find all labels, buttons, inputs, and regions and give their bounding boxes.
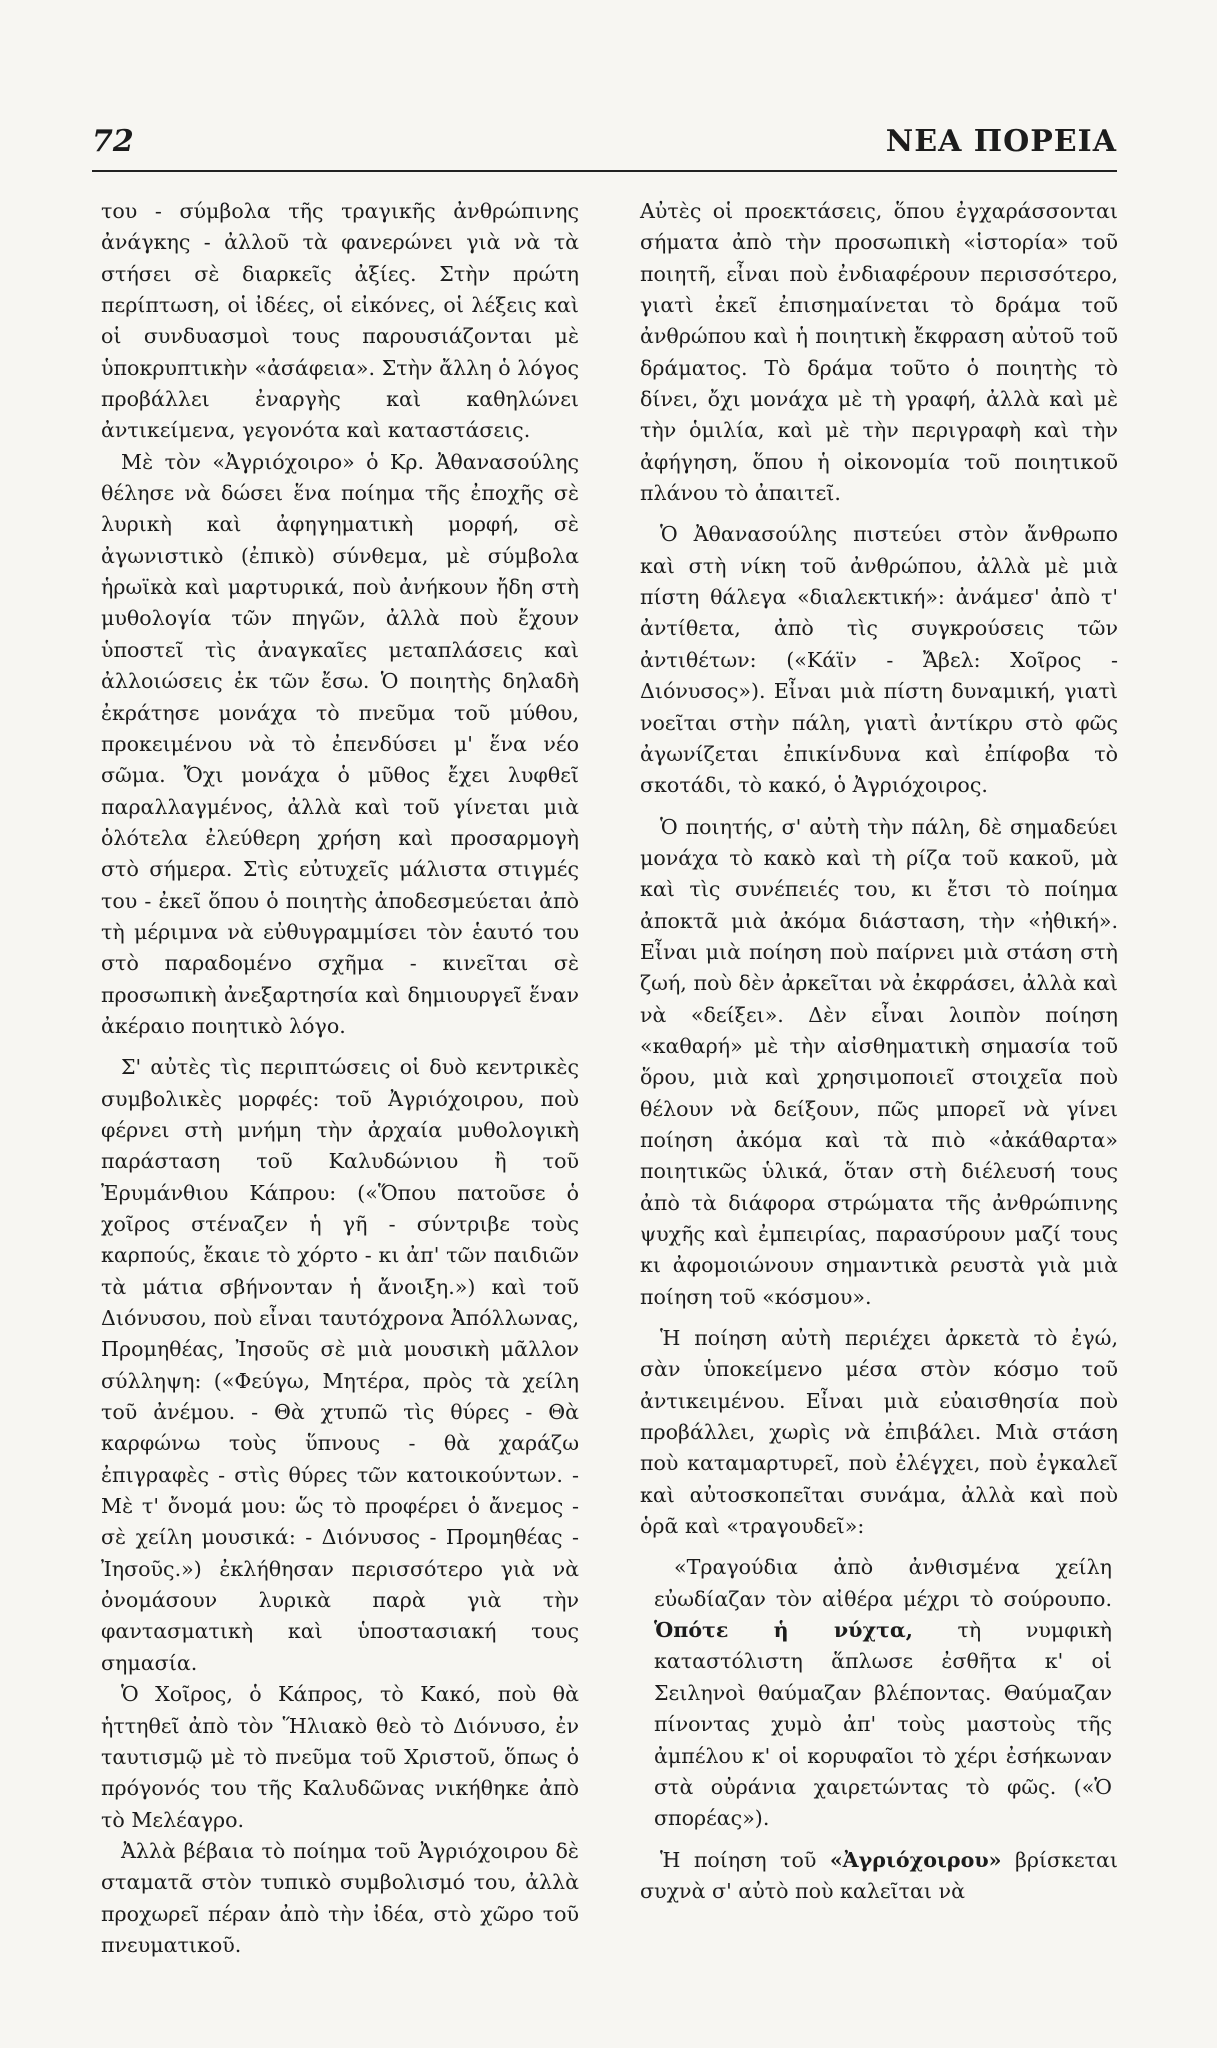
quote-text: «Τραγούδια ἀπὸ ἀνθισμένα χείλη εὐωδίαζαν τὸν αἰθέρα μέχρι τὸ σούρουπο. [654, 1555, 1112, 1611]
paragraph: Αὐτὲς οἱ προεκτάσεις, ὅπου ἐγχαράσσονται σήματα ἀπὸ τὴν προσωπικὴ «ἱστορία» τοῦ ποιητῆ, εἶναι ποὺ ἐνδιαφέρουν περισσότερο, γιατὶ ἐκεῖ ἐπισημαίνεται τὸ δράμα τοῦ ἀνθρώπου καὶ ἡ ποιητικὴ ἔκφραση αὐτοῦ τοῦ δράματος. Τὸ δράμα τοῦτο ὁ ποιητὴς τὸ δίνει, ὄχι μονάχα μὲ τὴ γραφή, ἀλλὰ καὶ μὲ τὴν ὁμιλία, καὶ μὲ τὴν περιγραφὴ καὶ τὴν ἀφήγηση, ὅπου ἡ οἰκονομία τοῦ ποιητικοῦ πλάνου τὸ ἀπαιτεῖ. [640, 199, 1118, 506]
poem-title-bold: «Ἀγριόχοιρου» [829, 1847, 1002, 1872]
right-column [640, 196, 1118, 1907]
paragraph: Σ' αὐτὲς τὶς περιπτώσεις οἱ δυὸ κεντρικὲς συμβολικὲς μορφές: τοῦ Ἀγριόχοιρου, ποὺ φέρνει στὴ μνήμη τὴν ἀρχαία μυθολογικὴ παράσταση τοῦ Καλυδώνιου ἢ τοῦ Ἐρυμάνθιου Κάπρου: («Ὅπου πατοῦσε ὁ χοῖρος στέναζεν ἡ γῆ - σύντριβε τοὺς καρπούς, ἔκαιε τὸ χόρτο - κι ἀπ' τῶν παιδιῶν τὰ μάτια σβήνονταν ἡ ἄνοιξη.») καὶ τοῦ Διόνυσου, ποὺ εἶναι ταυτόχρονα Ἀπόλλωνας, Προμηθέας, Ἰησοῦς σὲ μιὰ μουσικὴ μᾶλλον σύλληψη: («Φεύγω, Μητέρα, πρὸς τὰ χείλη τοῦ ἀνέμου. - Θὰ χτυπῶ τὶς θύρες - Θὰ καρφώνω τοὺς ὕπνους - θὰ χαράζω ἐπιγραφὲς - στὶς θύρες τῶν κατοικούντων. - Μὲ τ' ὄνομά μου: ὥς τὸ προφέρει ὁ ἄνεμος - σὲ χείλη μουσικά: - Διόνυσος - Προμηθέας - Ἰησοῦς.») ἐκλήθησαν περισσότερο γιὰ νὰ ὀνομάσουν λυρικὰ παρὰ γιὰ τὴν φαντασματικὴ καὶ ὑποστασιακή τους σημασία. [101, 1055, 579, 1675]
paragraph [640, 1845, 1118, 1908]
paragraph-text: Ἡ ποίηση τοῦ [660, 1847, 830, 1872]
page-number: 72 [92, 124, 134, 159]
paragraph: Ὁ Ἀθανασούλης πιστεύει στὸν ἄνθρωπο καὶ στὴ νίκη τοῦ ἀνθρώπου, ἀλλὰ μὲ μιὰ πίστη θάλεγα «διαλεκτική»: ἀνάμεσ' ἀπὸ τ' ἀντίθετα, ἀπὸ τὶς συγκρούσεις τῶν ἀντιθέτων: («Κάϊν - Ἄβελ: Χοῖρος - Διόνυσος»). Εἶναι μιὰ πίστη δυναμική, γιατὶ νοεῖται στὴν πάλη, γιατὶ ἀντίκρυ στὸ φῶς ἀγωνίζεται ἐπικίνδυνα καὶ ἐπίφοβα τὸ σκοτάδι, τὸ κακό, ὁ Ἀγριόχοιρος. [640, 522, 1118, 798]
poem-quote [654, 1552, 1112, 1834]
paragraph-text: βρίσκεται συχνὰ σ' αὐτὸ ποὺ καλεῖται νὰ [640, 1847, 1118, 1903]
paragraph: Ὁ Χοῖρος, ὁ Κάπρος, τὸ Κακό, ποὺ θὰ ἡττηθεῖ ἀπὸ τὸν Ἥλιακὸ θεὸ τὸ Διόνυσο, ἐν ταυτισμῷ μὲ τὸ πνεῦμα τοῦ Χριστοῦ, ὅπως ὁ πρόγονός του τῆς Καλυδῶνας νικήθηκε ἀπὸ τὸ Μελέαγρο. [101, 1682, 579, 1832]
paragraph: του - σύμβολα τῆς τραγικῆς ἀνθρώπινης ἀνάγκης - ἀλλοῦ τὰ φανερώνει γιὰ νὰ τὰ στήσει σὲ διαρκεῖς ἀξίες. Στὴν πρώτη περίπτωση, οἱ ἰδέες, οἱ εἰκόνες, οἱ λέξεις καὶ οἱ συνδυασμοὶ τους παρουσιάζονται μὲ ὑποκρυπτικὴν «ἀσάφεια». Στὴν ἄλλη ὁ λόγος προβάλλει ἐναργὴς καὶ καθηλώνει ἀντικείμενα, γεγονότα καὶ καταστάσεις. [101, 199, 579, 443]
quote-text: τὴ νυμφικὴ καταστόλιστη ἅπλωσε ἐσθῆτα κ' οἱ Σειληνοὶ θαύμαζαν βλέποντας. Θαύμαζαν πίνοντας χυμὸ ἀπ' τοὺς μαστοὺς τῆς ἀμπέλου κ' οἱ κορυφαῖοι τὸ χέρι ἐσήκωναν στὰ οὐράνια χαιρετώντας τὸ φῶς. («Ὁ σπορέας»). [654, 1618, 1112, 1831]
paragraph: Μὲ τὸν «Ἀγριόχοιρο» ὁ Κρ. Ἀθανασούλης θέλησε νὰ δώσει ἕνα ποίημα τῆς ἐποχῆς σὲ λυρικὴ καὶ ἀφηγηματικὴ μορφή, σὲ ἀγωνιστικὸ (ἐπικὸ) σύνθεμα, μὲ σύμβολα ἡρωϊκὰ καὶ μαρτυρικά, ποὺ ἀνήκουν ἤδη στὴ μυθολογία τῶν πηγῶν, ἀλλὰ ποὺ ἔχουν ὑποστεῖ τὶς ἀναγκαῖες μεταπλάσεις καὶ ἀλλοιώσεις ἐκ τῶν ἔσω. Ὁ ποιητὴς δηλαδὴ ἐκράτησε μονάχα τὸ πνεῦμα τοῦ μύθου, προκειμένου νὰ τὸ ἐπενδύσει μ' ἕνα νέο σῶμα. Ὄχι μονάχα ὁ μῦθος ἔχει λυφθεῖ παραλλαγμένος, ἀλλὰ καὶ τοῦ γίνεται μιὰ ὁλότελα ἐλεύθερη χρήση καὶ προσαρμογὴ στὸ σήμερα. Στὶς εὐτυχεῖς μάλιστα στιγμές του - ἐκεῖ ὅπου ὁ ποιητὴς ἀποδεσμεύεται ἀπὸ τὴ μέριμνα νὰ εὐθυγραμμίσει τὸν ἑαυτό του στὸ παραδομένο σχῆμα - κινεῖται σὲ προσωπικὴ ἀνεξαρτησία καὶ δημιουργεῖ ἕναν ἀκέραιο ποιητικὸ λόγο. [101, 449, 579, 1038]
journal-title: ΝΕΑ ΠΟΡΕΙΑ [885, 124, 1117, 159]
left-column [101, 196, 579, 1961]
quote-bold-text: Ὁπότε ἡ νύχτα, [654, 1618, 913, 1643]
paragraph: Ὁ ποιητής, σ' αὐτὴ τὴν πάλη, δὲ σημαδεύει μονάχα τὸ κακὸ καὶ τὴ ρίζα τοῦ κακοῦ, μὰ καὶ τὶς συνέπειές του, κι ἔτσι τὸ ποίημα ἀποκτᾶ μιὰ ἀκόμα διάσταση, τὴν «ἠθική». Εἶναι μιὰ ποίηση ποὺ παίρνει μιὰ στάση στὴ ζωή, ποὺ δὲν ἀρκεῖται νὰ ἐκφράσει, ἀλλὰ καὶ νὰ «δείξει». Δὲν εἶναι λοιπὸν ποίηση «καθαρή» μὲ τὴν αἰσθηματικὴ σημασία τοῦ ὅρου, μιὰ καὶ χρησιμοποιεῖ στοιχεῖα ποὺ θέλουν νὰ δείξουν, πῶς μπορεῖ νὰ γίνει ποίηση ἀκόμα καὶ τὰ πιὸ «ἀκάθαρτα» ποιητικῶς ὑλικά, ὅταν στὴ διέλευσή τους ἀπὸ τὰ διάφορα στρώματα τῆς ἀνθρώπινης ψυχῆς καὶ ἐμπειρίας, παρασύρουν μαζί τους κι ἀφομοιώνουν σημαντικὰ ρευστὰ γιὰ μιὰ ποίηση τοῦ «κόσμου». [640, 814, 1118, 1309]
paragraph: Ἡ ποίηση αὐτὴ περιέχει ἀρκετὰ τὸ ἐγώ, σὰν ὑποκείμενο μέσα στὸν κόσμο τοῦ ἀντικειμένου. Εἶναι μιὰ εὐαισθησία ποὺ προβάλλει, χωρὶς νὰ ἐπιβάλει. Μιὰ στάση ποὺ καταμαρτυρεῖ, ποὺ ἐλέγχει, ποὺ ἐγκαλεῖ καὶ αὐτοσκοπεῖται συνάμα, ἀλλὰ καὶ ποὺ ὁρᾶ καὶ «τραγουδεῖ»: [640, 1326, 1118, 1539]
page-header [92, 120, 1117, 172]
paragraph: Ἀλλὰ βέβαια τὸ ποίημα τοῦ Ἀγριόχοιρου δὲ σταματᾶ στὸν τυπικὸ συμβολισμό του, ἀλλὰ προχωρεῖ πέραν ἀπὸ τὴν ἰδέα, στὸ χῶρο τοῦ πνευματικοῦ. [101, 1838, 579, 1957]
